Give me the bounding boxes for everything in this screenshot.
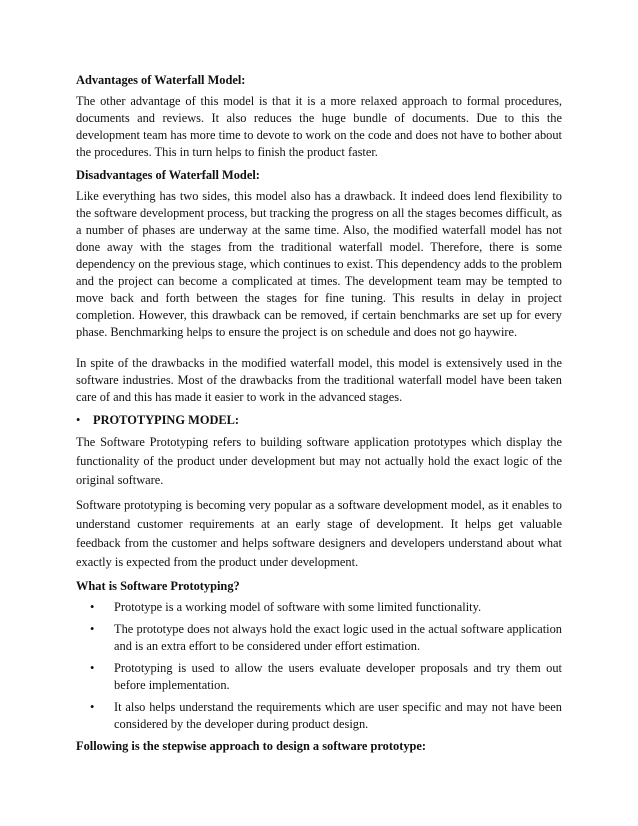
list-item bbox=[76, 599, 562, 616]
stepwise-approach-heading: Following is the stepwise approach to design a software prototype: bbox=[76, 739, 427, 753]
paragraph-gap bbox=[76, 347, 562, 355]
list-item bbox=[76, 660, 562, 694]
list-item bbox=[76, 621, 562, 655]
bullet-marker: • bbox=[90, 661, 95, 675]
bullet-marker: • bbox=[90, 622, 95, 636]
bullet-marker: • bbox=[90, 600, 95, 614]
prototyping-model-heading bbox=[76, 412, 562, 429]
prototyping-model-title: PROTOTYPING MODEL: bbox=[93, 413, 240, 427]
in-spite-paragraph: In spite of the drawbacks in the modified waterfall model, this model is extensively used in the software industries. Most of the drawbacks from the traditional waterfall model have been taken care of and this has made it easier to work in the advanced stages. bbox=[76, 356, 562, 404]
disadvantages-heading: Disadvantages of Waterfall Model: bbox=[76, 168, 260, 182]
advantages-heading: Advantages of Waterfall Model: bbox=[76, 73, 246, 87]
bullet-marker: • bbox=[90, 700, 95, 714]
prototyping-paragraph-2: Software prototyping is becoming very popular as a software development model, as it enables to understand customer requirements at an early stage of development. It helps get valuable feedback from the customer and helps software designers and developers understand about what exactly is expected from the product under development. bbox=[76, 498, 562, 569]
what-is-prototyping-heading: What is Software Prototyping? bbox=[76, 579, 240, 593]
list-item-text: Prototyping is used to allow the users evaluate developer proposals and try them out before implementation. bbox=[114, 661, 562, 692]
list-item-text: Prototype is a working model of software with some limited functionality. bbox=[114, 600, 482, 614]
list-item-text: It also helps understand the requirements which are user specific and may not have been considered by the developer during product design. bbox=[114, 700, 562, 731]
list-item bbox=[76, 699, 562, 733]
list-item-text: The prototype does not always hold the exact logic used in the actual software application and is an extra effort to be considered under effort estimation. bbox=[114, 622, 562, 653]
prototyping-bullet-list bbox=[76, 599, 562, 733]
prototyping-paragraph-1: The Software Prototyping refers to building software application prototypes which display the functionality of the product under development but may not actually hold the exact logic of the original software. bbox=[76, 435, 562, 487]
disadvantages-paragraph: Like everything has two sides, this model also has a drawback. It indeed does lend flexibility to the software development process, but tracking the progress on all the stages becomes difficult, as a number of phases are underway at the same time. Also, the modified waterfall model has not done away with the stages from the traditional waterfall model. Therefore, there is some dependency on the previous stage, which continues to exist. This dependency adds to the problem and the project can become a complicated at times. The development team may be tempted to move back and forth between the stages for fine tuning. This results in delay in project completion. However, this drawback can be removed, if certain benchmarks are set up for every phase. Benchmarking helps to ensure the project is on schedule and does not go haywire. bbox=[76, 189, 562, 339]
bullet-marker: • bbox=[76, 413, 81, 427]
page-content bbox=[76, 72, 562, 759]
advantages-paragraph: The other advantage of this model is that it is a more relaxed approach to formal procedures, documents and reviews. It also reduces the huge bundle of documents. Due to this the development team has more time to devote to work on the code and does not have to bother about the procedures. This in turn helps to finish the product faster. bbox=[76, 94, 562, 159]
